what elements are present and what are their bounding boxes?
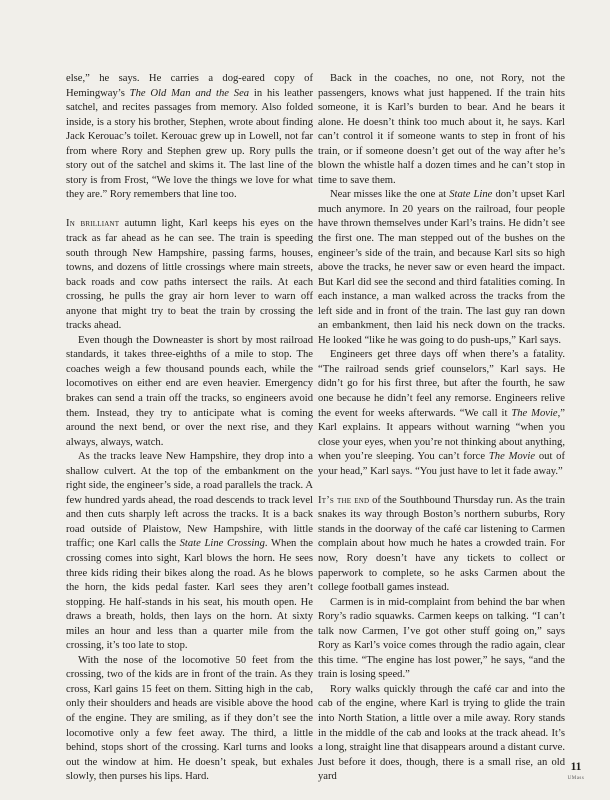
text-run: Near misses like the one at [330,189,450,201]
paragraph [66,450,313,654]
text-run: of the Southbound Thursday run. As the train snakes its way through Boston’s northern suburbs, Rory stands in the doorway of the café car listening to Carmen complain about how much he hates a crowded train. For now, Rory doesn’t have any tickets to collect or paperwork to complete, so he asks Carmen about the college football games instead. [318,494,565,594]
text-run: don’t upset Karl much anymore. In 20 years on the railroad, four people have thrown themselves under Karl’s trains. He didn’t see the first one. The man stepped out of the bushes on the engineer’s side of the train, and because Karl sits so high above the tracks, he never saw or even heard the impact. But Karl did see the second and third fatalities coming. In each instance, a man walked across the tracks from the left side and in front of the train. The last guy ran down an embankment, then laid his neck down on the tracks. He looked “like he was going to do push-ups,” Karl says. [318,189,565,346]
italic-term: The Movie [488,451,536,463]
text-run: else,” he says. He carries a dog-eared copy of Hemingway’s [66,73,313,99]
text-run: ,” Karl explains. It appears without warning “when you close your eyes, when you’re not thinking about anything, when you’re sleeping. You can’t force [318,407,565,463]
place-name: State Line Crossing [179,538,265,550]
section-lead-in: It’s the end [318,494,370,506]
text-run: in his leather satchel, and recites passages from memory. Also folded inside, is a story his brother, Stephen, wrote about finding Jack Kerouac’s toilet. Kerouac grew up in Lowell, not far from where Rory and Stephen grew up. Rory pulls the story out of the satchel and skims it. The last line of the story is from Frost, “We love the things we love for what they are.” Rory remembers that line too. [66,87,313,201]
paragraph: Back in the coaches, no one, not Rory, not the passengers, knows what just happened. If the train hits someone, it is Karl’s burden to bear. And he bears it alone. He doesn’t think too much about it, he says. Karl can’t control it if someone wants to step in front of his train, or if someone doesn’t get out of the way after he’s blown the whistle half a dozen times and he can’t stop in time to save them. [318,73,565,186]
left-column [66,72,313,785]
book-title: The Old Man and the Sea [129,87,250,99]
paragraph: Carmen is in mid-complaint from behind the bar when Rory’s radio squawks. Carmen keeps on talking. “I can’t talk now Carmen, I’ve got other stuff going on,” says Rory as Karl’s voice comes through the radio again, clear this time. “The engine has lost power,” he says, “and the train is losing speed.” [318,596,565,681]
paragraph: Even though the Downeaster is short by most railroad standards, it takes three-eighths of a mile to stop. The coaches weigh a few thousand pounds each, while the locomotives on either end are even heavier. Emergency brakes can send a train off the tracks, so engineers avoid them. Instead, they try to anticipate what is coming around the next bend, or over the next rise, and they always, always, watch. [66,334,313,448]
italic-term: The Movie [511,407,558,419]
section-opening-paragraph [66,217,313,333]
paragraph [66,72,313,203]
paragraph [318,188,565,348]
section-lead-in: In brilliant [66,218,120,230]
page-folio [566,762,586,784]
text-run: As the tracks leave New Hampshire, they drop into a shallow culvert. At the top of the embankment on the right side, the engineer’s side, a road parallels the track. A few hundred yards ahead, the road descends to track level and then cuts sharply left across the tracks. It is a back road outside of Plaistow, New Hampshire, with little traffic; one Karl calls the [66,451,313,550]
paragraph [318,348,565,479]
place-name: State Line [449,189,493,201]
text-run: . When the crossing comes into sight, Karl blows the horn. He sees three kids riding their bikes along the road. As he blows the horn, the kids pedal faster. Karl sees they aren’t stopping. He half-stands in his seat, his mouth open. He draws a breath, holds, then lays on the horn. At sixty miles an hour and less than a quarter mile from the crossing, it’s too late to stop. [66,538,313,652]
section-opening-paragraph [318,494,565,596]
folio-mark: UMass [567,776,585,781]
paragraph: Rory walks quickly through the café car and into the cab of the engine, where Karl is trying to glide the train into North Station, a little over a mile away. Rory stands in the middle of the cab and looks at the track ahead. It’s a long, straight line that disappears around a distant curve. Just before it does, though, there is a small rise, an old yard [318,683,565,783]
paragraph: With the nose of the locomotive 50 feet from the crossing, two of the kids are in front of the train. As they cross, Karl gains 15 feet on them. Sitting high in the cab, only their shoulders and heads are visible above the hood of the engine. They are smiling, as if they don’t see the locomotive only a few feet away. The third, a little behind, stops short of the crossing. Karl turns and looks out the window at him. He doesn’t speak, but exhales slowly, then purses his lips. Hard. [66,654,313,783]
right-column [318,72,565,785]
text-run: out of your head,” Karl says. “You just have to let it fade away.” [318,451,566,477]
page-number: 11 [570,761,582,773]
text-run: autumn light, Karl keeps his eyes on the track as far ahead as he can see. The train is speeding south through New Hampshire, passing farms, houses, towns, and dozens of little crossings where main streets, back roads and cow paths intersect the rails. At each crossing, he pulls the gray air horn lever to warn off anyone that might try to beat the train by crossing the tracks ahead. [66,218,314,332]
text-run: Engineers get three days off when there’s a fatality. “The railroad sends grief counselors,” Karl says. He didn’t go for his first three, but after the fourth, he saw one because he didn’t feel any remorse. Engineers relive the event for weeks afterwards. “We call it [318,349,565,419]
